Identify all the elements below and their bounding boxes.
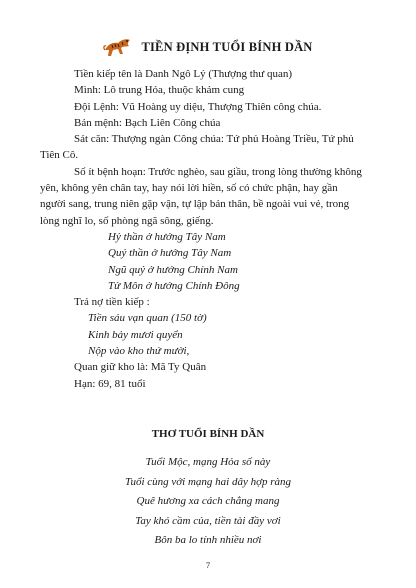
limit-line: Hạn: 69, 81 tuổi <box>74 377 146 390</box>
line-destiny: Bản mệnh: Bạch Liên Công chúa <box>74 116 221 129</box>
body-text <box>40 66 380 392</box>
direction-item: Quý thần ở hướng Tây Nam <box>108 247 232 260</box>
poem <box>0 453 416 551</box>
debt-title: Trả nợ tiền kiếp : <box>74 296 150 309</box>
line-command: Đội Lệnh: Vũ Hoàng uy diệu, Thượng Thiên công chúa. <box>74 100 322 113</box>
line-previous-life: Tiền kiếp tên là Danh Ngô Lý (Thượng thư quan) <box>74 68 293 80</box>
poem-line: Tuổi Mộc, mạng Hỏa số này <box>145 456 271 468</box>
poem-line: Tuổi cùng với mạng hai dây hợp ràng <box>124 475 292 488</box>
line-fortune-2: yên, không yên chân tay, hay nói lời hiền, số có chức phận, hay gần <box>40 182 338 195</box>
line-fortune-3: người sang, trung niên gặp vận, tự lập bản thân, bề ngoài vui vẻ, trong <box>40 198 350 211</box>
poem-title: THƠ TUỔI BÍNH DẦN <box>151 428 265 440</box>
direction-item: Hỷ thần ở hướng Tây Nam <box>108 230 226 243</box>
tiger-icon <box>103 36 133 58</box>
page-title: TIỀN ĐỊNH TUỔI BÍNH DẦN <box>141 39 313 54</box>
line-fortune-1: Số ít bệnh hoạn: Trước nghèo, sau giầu, trong lòng thường không <box>74 165 362 178</box>
line-root: Sát căn: Thượng ngàn Công chúa: Tứ phủ Hoàng Triều, Tứ phủ <box>74 133 354 146</box>
debt-item: Tiền sáu vạn quan (150 tờ) <box>88 312 207 325</box>
poem-line: Tay khó cầm của, tiền tài đầy vơi <box>135 514 281 527</box>
page-number: 7 <box>205 560 211 570</box>
keeper-line: Quan giữ kho là: Mã Ty Quân <box>74 361 207 374</box>
debt-item: Nộp vào kho thứ mười, <box>88 345 190 358</box>
line-fortune-4: lòng nghĩ lo, số phòng ngã sông, giếng. <box>40 214 214 227</box>
direction-item: Ngũ quỷ ở hướng Chính Nam <box>108 263 238 276</box>
line-element: Mình: Lô trung Hỏa, thuộc khảm cung <box>74 84 245 97</box>
debt-item: Kinh bảy mươi quyển <box>88 328 183 341</box>
poem-line: Quê hương xa cách chẳng mang <box>136 495 280 507</box>
title-row <box>0 36 416 58</box>
direction-item: Tử Môn ở hướng Chính Đông <box>108 279 240 292</box>
line-root-cont: Tiên Cô. <box>40 149 79 162</box>
poem-line: Bôn ba lo tính nhiều nơi <box>154 534 262 546</box>
